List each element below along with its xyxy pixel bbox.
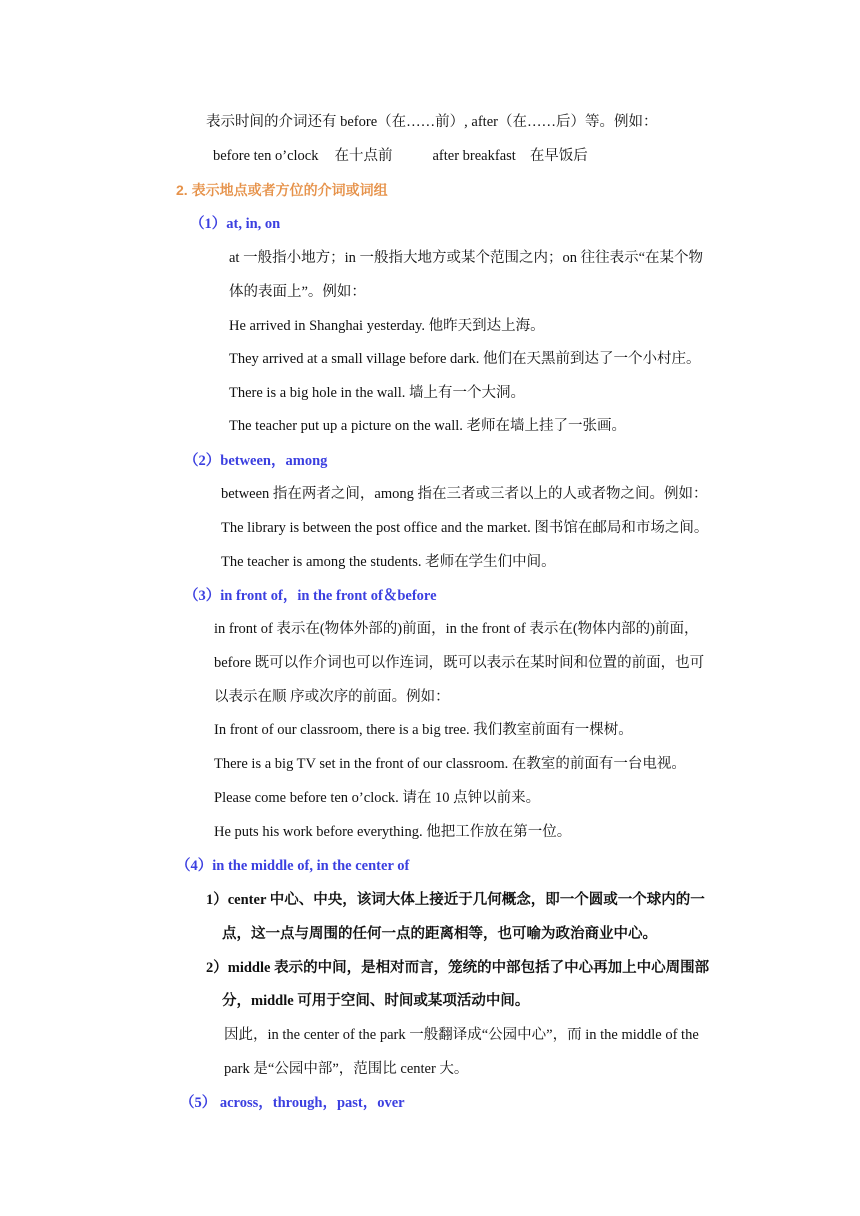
intro-examples — [213, 146, 588, 166]
paragraph-line: 体的表面上”。例如： — [229, 284, 366, 300]
paragraph-line: at 一般指小地方；in 一般指大地方或某个范围之内；on 往往表示“在某个物 — [229, 250, 704, 266]
paragraph-line: 点，这一点与周围的任何一点的距离相等，也可喻为政治商业中心。 — [222, 926, 657, 942]
example-cn: 在十点前 — [334, 148, 393, 164]
example-sentence: Please come before ten o’clock. 请在 10 点钟以前来。 — [214, 790, 541, 806]
subsection-title: （5） across，through，past，over — [180, 1095, 405, 1111]
example-sentence: The teacher is among the students. 老师在学生们中间。 — [221, 554, 556, 570]
intro-text: 表示时间的介词还有 before（在……前）, after（在……后）等。例如： — [206, 114, 658, 130]
subsection-title: （3）in front of，in the front of＆before — [184, 588, 437, 604]
paragraph-line: 分，middle 可用于空间、时间或某项活动中间。 — [222, 993, 530, 1009]
subsection-title: （4）in the middle of, in the center of — [176, 858, 410, 874]
example-sentence: There is a big TV set in the front of our classroom. 在教室的前面有一台电视。 — [214, 756, 686, 772]
paragraph-line: 2）middle 表示的中间，是相对而言，笼统的中部包括了中心再加上中心周围部 — [206, 960, 710, 976]
example-sentence: He arrived in Shanghai yesterday. 他昨天到达上海。 — [229, 318, 545, 334]
example-en: after breakfast — [432, 148, 516, 164]
example-sentence: There is a big hole in the wall. 墙上有一个大洞。 — [229, 385, 525, 401]
paragraph-line: in front of 表示在(物体外部的)前面，in the front of 表示在(物体内部的)前面， — [214, 621, 699, 637]
example-sentence: They arrived at a small village before dark. 他们在天黑前到达了一个小村庄。 — [229, 351, 701, 367]
example-sentence: The teacher put up a picture on the wall. 老师在墙上挂了一张画。 — [229, 418, 627, 434]
paragraph-line: park 是“公园中部”，范围比 center 大。 — [224, 1061, 469, 1077]
subsection-title: （1）at, in, on — [190, 216, 281, 232]
example-sentence: In front of our classroom, there is a big tree. 我们教室前面有一棵树。 — [214, 722, 633, 738]
example-sentence: The library is between the post office and the market. 图书馆在邮局和市场之间。 — [221, 520, 709, 536]
section-heading: 2. 表示地点或者方位的介词或词组 — [176, 182, 388, 198]
example-cn: 在早饭后 — [529, 148, 588, 164]
paragraph-line: between 指在两者之间，among 指在三者或三者以上的人或者物之间。例如： — [221, 486, 708, 502]
paragraph-line: 1）center 中心、中央，该词大体上接近于几何概念，即一个圆或一个球内的一 — [206, 892, 705, 908]
example-sentence: He puts his work before everything. 他把工作放在第一位。 — [214, 824, 572, 840]
example-en: before ten o’clock — [213, 148, 319, 164]
paragraph-line: 因此，in the center of the park 一般翻译成“公园中心”，而 in the middle of the — [224, 1027, 699, 1043]
paragraph-line: before 既可以作介词也可以作连词，既可以表示在某时间和位置的前面，也可 — [214, 655, 705, 671]
paragraph-line: 以表示在顺 序或次序的前面。例如： — [214, 689, 450, 705]
subsection-title: （2）between，among — [184, 453, 328, 469]
